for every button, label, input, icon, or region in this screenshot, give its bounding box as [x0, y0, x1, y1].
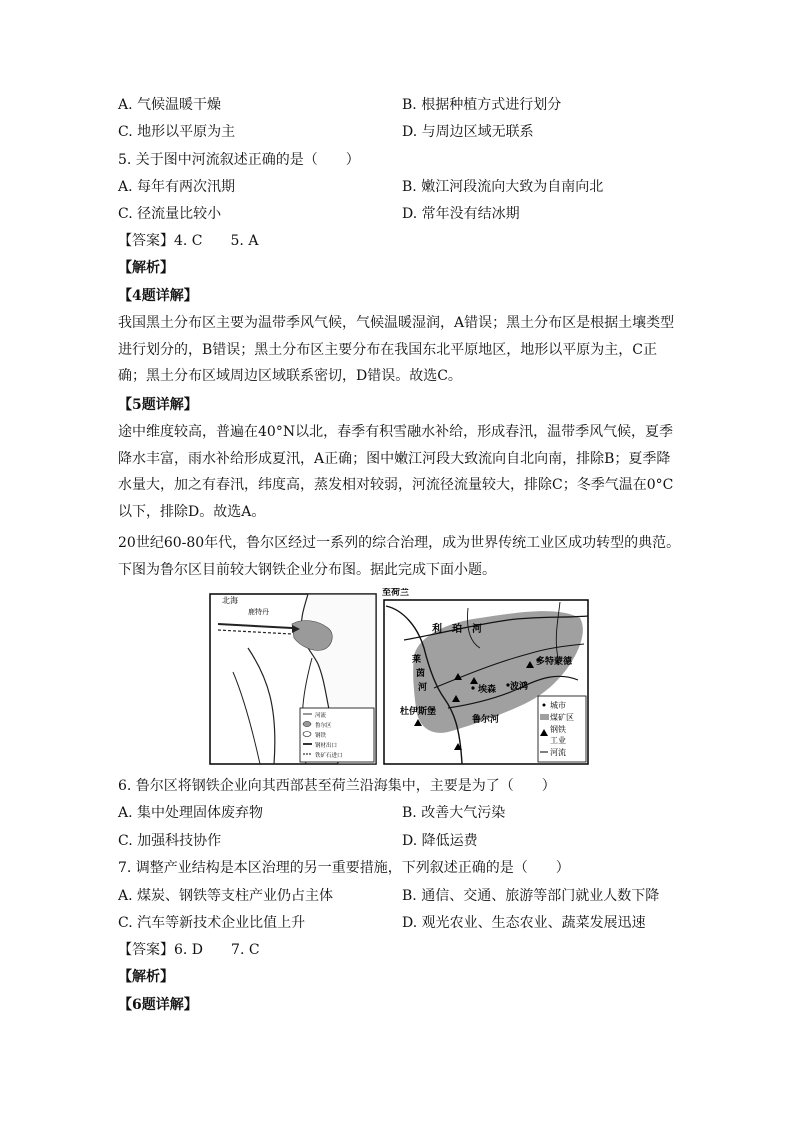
ruhr-steel-map-figure	[208, 588, 590, 766]
q6-option-d: D. 降低运费	[402, 833, 478, 849]
dortmund-label: 多特蒙德	[536, 657, 573, 667]
legend-steel-label-1: 钢铁	[550, 725, 566, 734]
rhine-river-label-3: 河	[418, 683, 428, 693]
inset-legend-ruhr-symbol	[303, 722, 311, 727]
inset-legend-3: 钢铁	[315, 733, 327, 739]
detail-4-heading: 【4题详解】	[118, 288, 198, 304]
legend-coal-label: 煤矿区	[550, 713, 574, 722]
inset-legend-1: 河流	[315, 713, 327, 719]
q7-stem: 7. 调整产业结构是本区治理的另一重要措施，下列叙述正确的是（ ）	[118, 860, 570, 876]
rhine-river-label-1: 莱	[412, 655, 422, 665]
detail-5-text: 途中维度较高，普遍在40°N以北，春季有积雪融水补给，形成春汛，温带季风气候，夏季降水丰富，雨水补给形成夏汛，A正确；图中嫩江河段大致流向自北向南，排除B；夏季降水量大，加之有春汛，纬度高，蒸发相对较弱，河流径流量较大，排除C；冬季气温在0°C以下，排除D。故选A。	[118, 424, 674, 520]
inset-map-left	[210, 594, 376, 764]
q6-stem: 6. 鲁尔区将钢铁企业向其西部甚至荷兰沿海集中，主要是为了（ ）	[118, 778, 556, 794]
answer-6-7: 【答案】6. D 7. C	[118, 942, 260, 958]
duisburg-label: 杜伊斯堡	[400, 707, 437, 717]
ruhr-intro-text: 20世纪60-80年代，鲁尔区经过一系列的综合治理，成为世界传统工业区成功转型的典范。下图为鲁尔区目前较大钢铁企业分布图。据此完成下面小题。	[118, 535, 681, 578]
analysis-heading-2: 【解析】	[118, 969, 174, 985]
legend-steel-label-2: 工业	[550, 736, 566, 745]
rhine-river-label-2: 茵	[416, 669, 426, 679]
analysis-heading-1: 【解析】	[118, 260, 174, 276]
essen-dot	[471, 686, 474, 689]
inset-legend-2: 鲁尔区	[315, 723, 332, 729]
q7-option-a: A. 煤炭、钢铁等支柱产业仍占主体	[118, 888, 334, 904]
rotterdam-label: 鹿特丹	[248, 608, 269, 616]
to-netherlands-label: 至荷兰	[382, 588, 410, 598]
inset-legend-5: 铁矿石进口	[315, 753, 343, 759]
bochum-label: 波鸿	[510, 682, 529, 692]
inset-legend-steel-symbol	[303, 732, 311, 737]
legend-river-label: 河流	[550, 748, 566, 757]
q5-stem: 5. 关于图中河流叙述正确的是（ ）	[118, 152, 360, 168]
north-sea-label: 北海	[222, 596, 238, 605]
legend-city-label: 城市	[550, 701, 566, 710]
essen-label: 埃森	[478, 685, 497, 695]
q4-option-b: B. 根据种植方式进行划分	[402, 97, 562, 113]
q4-option-c: C. 地形以平原为主	[118, 124, 236, 140]
q7-option-d: D. 观光农业、生态农业、蔬菜发展迅速	[402, 915, 646, 931]
q6-option-b: B. 改善大气污染	[402, 805, 506, 821]
answer-4-5: 【答案】4. C 5. A	[118, 233, 259, 249]
ruhr-river-label: 鲁尔河	[472, 715, 500, 725]
ruhr-steel-map	[208, 588, 590, 766]
q7-option-c: C. 汽车等新技术企业比值上升	[118, 915, 306, 931]
q5-option-d: D. 常年没有结冰期	[402, 206, 520, 222]
q6-option-a: A. 集中处理固体废弃物	[118, 805, 264, 821]
detail-4-text: 我国黑土分布区主要为温带季风气候，气候温暖湿润，A错误；黑土分布区是根据土壤类型进行划分的，B错误；黑土分布区主要分布在我国东北平原地区，地形以平原为主，C正确；黑土分布区域周边区域联系密切，D错误。故选C。	[118, 315, 675, 385]
q5-option-b: B. 嫩江河段流向大致为自南向北	[402, 179, 604, 195]
inset-legend-4: 钢材出口	[315, 743, 338, 749]
q5-option-c: C. 径流量比较小	[118, 206, 222, 222]
lippe-river-label: 利 珀 河	[432, 624, 482, 635]
detail-map-right	[382, 588, 588, 764]
q4-option-d: D. 与周边区域无联系	[402, 124, 534, 140]
detail-5-heading: 【5题详解】	[118, 397, 198, 413]
legend-coal-symbol	[540, 714, 549, 720]
q5-option-a: A. 每年有两次汛期	[118, 179, 236, 195]
q6-option-c: C. 加强科技协作	[118, 833, 222, 849]
detail-6-heading: 【6题详解】	[118, 997, 198, 1013]
q4-option-a: A. 气候温暖干燥	[118, 97, 222, 113]
q7-option-b: B. 通信、交通、旅游等部门就业人数下降	[402, 888, 660, 904]
legend-city-symbol	[543, 704, 546, 707]
